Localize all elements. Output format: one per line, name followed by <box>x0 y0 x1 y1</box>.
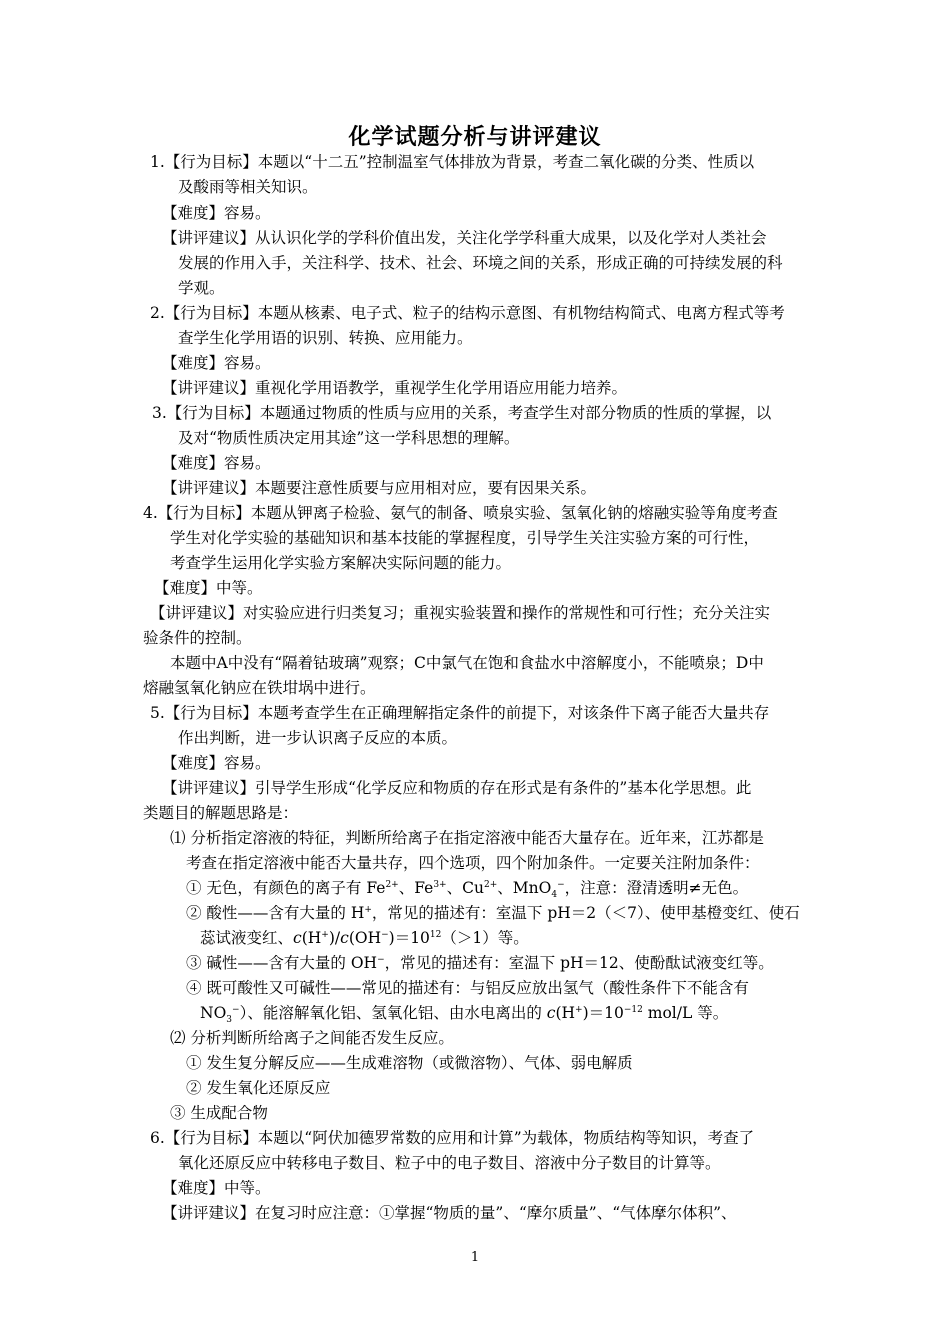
text-line: 及对“物质性质决定用其途”这一学科思想的理解。 <box>178 429 520 447</box>
text-run: c <box>546 1004 556 1022</box>
text-run: ，常见的描述有：室温下 pH＝12、使酚酞试液变红等。 <box>384 954 774 972</box>
text-line <box>186 903 800 923</box>
text-line: ② 发生氧化还原反应 <box>186 1079 331 1097</box>
text-line: 【难度】容易。 <box>162 354 271 372</box>
superscript: 2+ <box>483 879 498 890</box>
text-line: 本题中A中没有“隔着钴玻璃”观察；C中氯气在饱和食盐水中溶解度小，不能喷泉；D中 <box>170 654 764 672</box>
text-line: 3.【行为目标】本题通过物质的性质与应用的关系，考查学生对部分物质的性质的掌握，以 <box>152 404 772 422</box>
text-line: 熔融氢氧化钠应在铁坩埚中进行。 <box>143 679 376 697</box>
superscript: + <box>321 929 329 940</box>
text-run: 、 <box>497 879 513 897</box>
text-run: MnO <box>512 879 552 897</box>
text-line: 【讲评建议】本题要注意性质要与应用相对应，要有因果关系。 <box>162 479 597 497</box>
text-line: 考查在指定溶液中能否大量共存，四个选项，四个附加条件。一定要关注附加条件： <box>186 854 760 872</box>
text-line: ⑴ 分析指定溶液的特征，判断所给离子在指定溶液中能否大量存在。近年来，江苏都是 <box>170 829 764 847</box>
text-line: 【难度】容易。 <box>162 454 271 472</box>
text-run: c <box>293 929 302 947</box>
text-run: )＝10 <box>388 929 430 947</box>
superscript: − <box>557 879 565 890</box>
text-line: 验条件的控制。 <box>143 629 252 647</box>
text-line: 考查学生运用化学实验方案解决实际问题的能力。 <box>170 554 512 572</box>
text-run: ，常见的描述有：室温下 pH＝2（＜7）、使甲基橙变红、使石 <box>371 904 800 922</box>
text-line: 及酸雨等相关知识。 <box>178 178 318 196</box>
text-line: 【难度】容易。 <box>162 754 271 772</box>
text-run: ）、能溶解氧化铝、氢氧化铝、由水电离出的 <box>239 1004 547 1022</box>
text-run: Fe <box>414 879 434 897</box>
text-run: c <box>340 929 349 947</box>
subscript: 3 <box>226 1015 233 1026</box>
text-line: 【讲评建议】对实验应进行归类复习；重视实验装置和操作的常规性和可行性；充分关注实 <box>150 604 771 622</box>
document-title: 化学试题分析与讲评建议 <box>348 125 602 150</box>
superscript: 12 <box>429 929 442 940</box>
text-line <box>186 878 749 901</box>
text-line: 6.【行为目标】本题以“阿伏加德罗常数的应用和计算”为载体，物质结构等知识，考查了 <box>150 1129 755 1147</box>
text-run: (H <box>301 929 322 947</box>
text-line <box>200 1003 729 1026</box>
text-line: 【难度】中等。 <box>154 579 263 597</box>
text-line: 作出判断，进一步认识离子反应的本质。 <box>178 729 458 747</box>
superscript: + <box>364 904 372 915</box>
text-line: ③ 生成配合物 <box>170 1104 268 1122</box>
text-run: 蕊试液变红、 <box>200 929 294 947</box>
text-line: 查学生化学用语的识别、转换、应用能力。 <box>178 329 473 347</box>
text-line: ① 发生复分解反应——生成难溶物（或微溶物）、气体、弱电解质 <box>186 1054 633 1072</box>
text-run: / <box>334 929 341 947</box>
superscript: −12 <box>623 1004 643 1015</box>
text-run: )＝10 <box>582 1004 624 1022</box>
text-run: 、 <box>446 879 463 897</box>
text-line: 5.【行为目标】本题考查学生在正确理解指定条件的前提下，对该条件下离子能否大量共存 <box>150 704 770 722</box>
text-line: 【难度】容易。 <box>162 204 271 222</box>
text-line: 类题目的解题思路是： <box>143 804 299 822</box>
text-line: 氧化还原反应中转移电子数目、粒子中的电子数目、溶液中分子数目的计算等。 <box>178 1154 721 1172</box>
text-run: ② 酸性——含有大量的 H <box>186 904 365 922</box>
text-line: 发展的作用入手，关注科学、技术、社会、环境之间的关系，形成正确的可持续发展的科 <box>178 254 783 272</box>
text-run: ③ 碱性——含有大量的 OH <box>186 954 378 972</box>
superscript: 3+ <box>433 879 447 890</box>
text-line: 2.【行为目标】本题从核素、电子式、粒子的结构示意图、有机物结构简式、电离方程式等考 <box>150 304 785 322</box>
superscript: − <box>377 954 385 965</box>
text-run: 、 <box>398 879 415 897</box>
text-line: 学观。 <box>178 279 225 297</box>
text-line: 1.【行为目标】本题以“十二五”控制温室气体排放为背景，考查二氧化碳的分类、性质以 <box>150 153 755 171</box>
text-run: mol/L 等。 <box>642 1004 729 1022</box>
text-run: ) <box>328 929 335 947</box>
text-run: ，注意：澄清透明≠无色。 <box>564 879 749 897</box>
text-run: （＞1）等。 <box>441 929 529 947</box>
text-line: ⑵ 分析判断所给离子之间能否发生反应。 <box>170 1029 454 1047</box>
text-line: 【讲评建议】引导学生形成“化学反应和物质的存在形式是有条件的”基本化学思想。此 <box>162 779 752 797</box>
text-run: Cu <box>462 879 484 897</box>
text-line: 4.【行为目标】本题从钾离子检验、氨气的制备、喷泉实验、氢氧化钠的熔融实验等角度考查 <box>143 504 778 522</box>
text-run: (OH <box>348 929 382 947</box>
page-number: 1 <box>470 1250 480 1265</box>
text-run: ① 无色，有颜色的离子有 Fe <box>186 879 386 897</box>
text-line: 学生对化学实验的基础知识和基本技能的掌握程度，引导学生关注实验方案的可行性， <box>170 529 760 547</box>
text-line: 【讲评建议】重视化学用语教学，重视学生化学用语应用能力培养。 <box>162 379 628 397</box>
text-run: NO <box>200 1004 227 1022</box>
text-line: 【讲评建议】从认识化学的学科价值出发，关注化学学科重大成果，以及化学对人类社会 <box>162 229 767 247</box>
text-run: (H <box>555 1004 576 1022</box>
text-line: 【难度】中等。 <box>162 1179 271 1197</box>
superscript: − <box>232 1004 240 1015</box>
text-line <box>200 928 529 948</box>
superscript: − <box>381 929 389 940</box>
superscript: + <box>575 1004 583 1015</box>
text-line <box>186 953 774 973</box>
subscript: 4 <box>551 890 558 901</box>
text-line: 【讲评建议】在复习时应注意：①掌握“物质的量”、“摩尔质量”、“气体摩尔体积”、 <box>162 1204 737 1222</box>
text-line: ④ 既可酸性又可碱性——常见的描述有：与铝反应放出氢气（酸性条件下不能含有 <box>186 979 749 997</box>
superscript: 2+ <box>385 879 399 890</box>
